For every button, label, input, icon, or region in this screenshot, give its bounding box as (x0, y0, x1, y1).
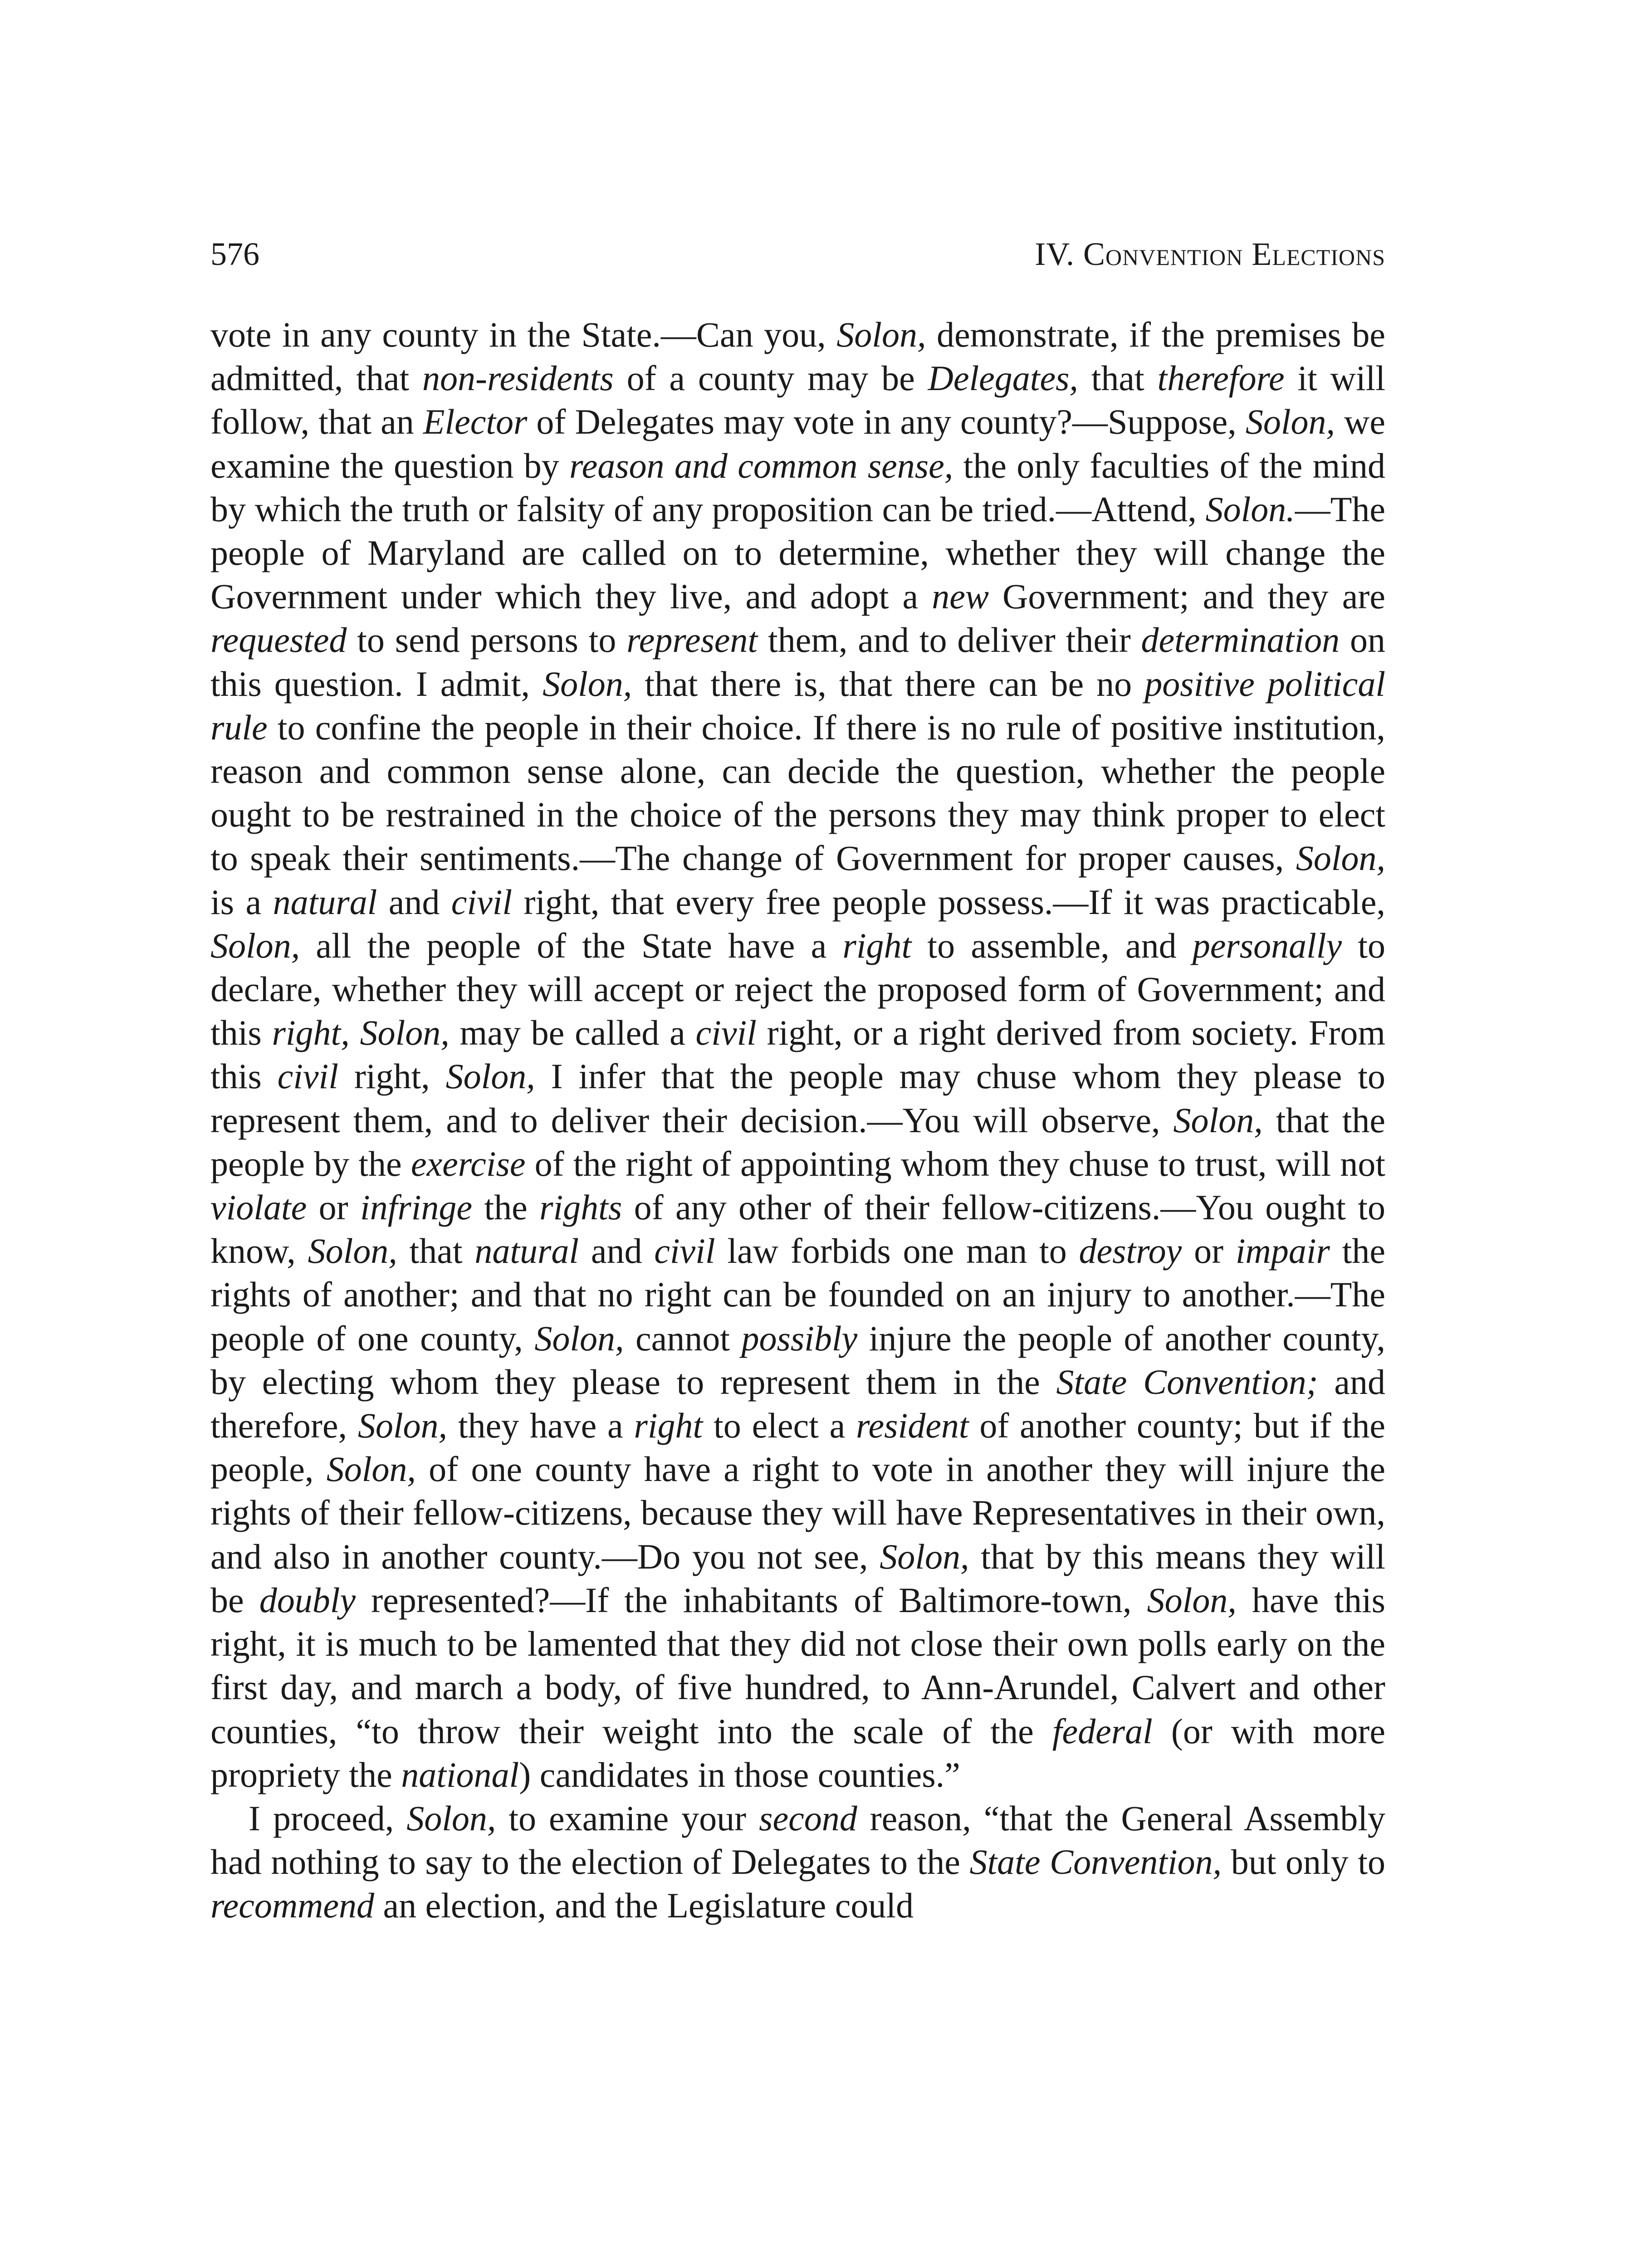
text-run: of another county; but if the people, (210, 1406, 1385, 1489)
paragraph (210, 1797, 1385, 1928)
text-run: —The people of Maryland are called on to determine, whether they will change the Government under which they live, and adopt a (210, 489, 1385, 616)
text-run: but only to (1222, 1842, 1385, 1882)
text-run: we examine the question by (210, 402, 1386, 485)
text-run: to elect a (703, 1406, 856, 1446)
italic-text: Solon, (543, 664, 632, 704)
text-run: it will follow, that an (210, 358, 1386, 442)
italic-text: infringe (360, 1188, 473, 1227)
italic-text: Solon, (534, 1318, 624, 1358)
italic-text: resident (856, 1406, 969, 1446)
italic-text: civil (451, 882, 513, 922)
italic-text: exercise (411, 1144, 526, 1183)
italic-text: Solon, (406, 1798, 496, 1838)
italic-text: federal (1052, 1711, 1153, 1751)
text-run: and (377, 882, 451, 922)
text-run: of Delegates may vote in any county?—Suppose, (527, 402, 1246, 442)
italic-text: civil (277, 1056, 338, 1096)
italic-text: natural (273, 882, 377, 922)
text-run: to confine the people in their choice. If there is no rule of positive institution, reason and common sense alone, can decide the question, whether the people ought to be restrained in the choice of the persons they may think proper to elect to speak their sentiments.—The change of Government for proper causes, (210, 707, 1385, 878)
section-title: IV. Convention Elections (1035, 236, 1385, 272)
text-run: of a county may be (613, 358, 928, 398)
text-run: represented?—If the inhabitants of Baltimore-town, (356, 1580, 1147, 1620)
body-text (210, 313, 1385, 1928)
italic-text: Delegates, (928, 358, 1078, 398)
text-run: and (579, 1231, 655, 1271)
italic-text: determination (1141, 620, 1340, 660)
text-run: cannot (624, 1318, 742, 1358)
italic-text: Solon, (445, 1056, 535, 1096)
italic-text: right (634, 1406, 703, 1446)
text-run: to declare, whether they will accept or reject the proposed form of Government; and this (210, 925, 1386, 1053)
text-run: right, that every free people possess.—If it was practicable, (512, 882, 1385, 922)
italic-text: Solon, (326, 1449, 416, 1489)
text-run: demonstrate, if the premises be admitted, that (210, 315, 1385, 398)
text-run: or (1182, 1231, 1236, 1271)
text-run: I proceed, (249, 1798, 407, 1838)
text-run: Government; and they are (988, 577, 1385, 616)
italic-text: State Convention, (969, 1842, 1222, 1882)
italic-text: Solon, (1245, 402, 1335, 442)
text-run: on this question. I admit, (210, 620, 1386, 704)
italic-text: possibly (741, 1318, 858, 1358)
text-run: right, (338, 1056, 446, 1096)
italic-text: non-residents (422, 358, 614, 398)
text-run: ) candidates in those counties.” (519, 1755, 960, 1794)
text-run: that by this means they will be (210, 1536, 1385, 1620)
text-run: that the people by the (210, 1100, 1385, 1183)
italic-text: personally (1192, 925, 1342, 965)
text-run: injure the people of another county, by electing whom they please to represent them in the (210, 1318, 1385, 1402)
text-run: all the people of the State have a (300, 925, 843, 965)
paragraph (210, 313, 1385, 1797)
text-run: that (1078, 358, 1158, 398)
italic-text: right (842, 925, 912, 965)
italic-text: Solon, (210, 925, 300, 965)
italic-text: Solon, (880, 1536, 969, 1576)
text-run: and therefore, (210, 1362, 1386, 1446)
text-run: of any other of their fellow-citizens.—You ought to know, (210, 1188, 1385, 1271)
text-run: vote in any county in the State.—Can you, (210, 315, 837, 354)
italic-text: therefore (1157, 358, 1285, 398)
italic-text: civil (654, 1231, 715, 1271)
text-run: the rights of another; and that no right can be founded on an injury to another.—The people of one county, (210, 1231, 1386, 1358)
italic-text: destroy (1079, 1231, 1182, 1271)
italic-text: natural (474, 1231, 579, 1271)
text-run: is a (210, 882, 273, 922)
italic-text: Solon, (1173, 1100, 1263, 1140)
text-run (350, 1013, 360, 1052)
italic-text: Solon, (357, 1406, 447, 1446)
text-run: of the right of appointing whom they chuse to trust, will not (525, 1144, 1385, 1183)
text-run: or (307, 1188, 361, 1227)
italic-text: recommend (210, 1886, 374, 1926)
italic-text: national (401, 1755, 519, 1794)
italic-text: Solon, (360, 1013, 450, 1053)
italic-text: Solon, (836, 315, 926, 354)
italic-text: Solon, (1296, 838, 1385, 878)
italic-text: positive political rule (210, 664, 1385, 747)
page-number: 576 (210, 236, 259, 272)
text-run: have this right, it is much to be lamented that they did not close their own polls early on the first day, and march a body, of five hundred, to Ann-Arundel, Calvert and other counties, “to throw their weight into the scale of the (210, 1580, 1386, 1751)
text-run: that there is, that there can be no (632, 664, 1145, 704)
text-run: that (397, 1231, 475, 1271)
italic-text: impair (1235, 1231, 1330, 1271)
text-run: right, or a right derived from society. From this (210, 1013, 1385, 1096)
italic-text: represent (626, 620, 758, 660)
text-run: an election, and the Legislature could (374, 1886, 914, 1926)
text-run: them, and to deliver their (758, 620, 1141, 660)
italic-text: Solon, (308, 1231, 397, 1271)
text-run: law forbids one man to (715, 1231, 1079, 1271)
italic-text: violate (210, 1188, 307, 1227)
italic-text: Elector (423, 402, 528, 442)
italic-text: second (759, 1798, 857, 1838)
text-run: may be called a (449, 1013, 696, 1053)
text-run: to assemble, and (911, 925, 1193, 965)
italic-text: Solon. (1205, 489, 1295, 529)
italic-text: rights (539, 1188, 622, 1227)
italic-text: new (932, 577, 989, 616)
italic-text: Solon, (1147, 1580, 1237, 1620)
text-run: I infer that the people may chuse whom they please to represent them, and to deliver their decision.—You will observe, (210, 1056, 1385, 1140)
text-run: reason, “that the General Assembly had nothing to say to the election of Delegates to the (210, 1798, 1385, 1882)
italic-text: right, (272, 1013, 350, 1053)
italic-text: civil (695, 1013, 757, 1053)
italic-text: requested (210, 620, 347, 660)
text-run: of one county have a right to vote in another they will injure the rights of their fellow-citizens, because they will have Representatives in their own, and also in another county.—Do you not see, (210, 1449, 1385, 1576)
text-run: to examine your (496, 1798, 759, 1838)
text-run: (or with more propriety the (210, 1711, 1386, 1794)
text-run: they have a (447, 1406, 634, 1446)
text-run: to send persons to (347, 620, 627, 660)
text-run: the only faculties of the mind by which the truth or falsity of any proposition can be tried.—Attend, (210, 445, 1385, 529)
running-head (210, 227, 1385, 281)
text-run: the (472, 1188, 540, 1227)
italic-text: doubly (259, 1580, 356, 1620)
italic-text: reason and common sense, (569, 445, 953, 485)
italic-text: State Convention; (1056, 1362, 1318, 1402)
